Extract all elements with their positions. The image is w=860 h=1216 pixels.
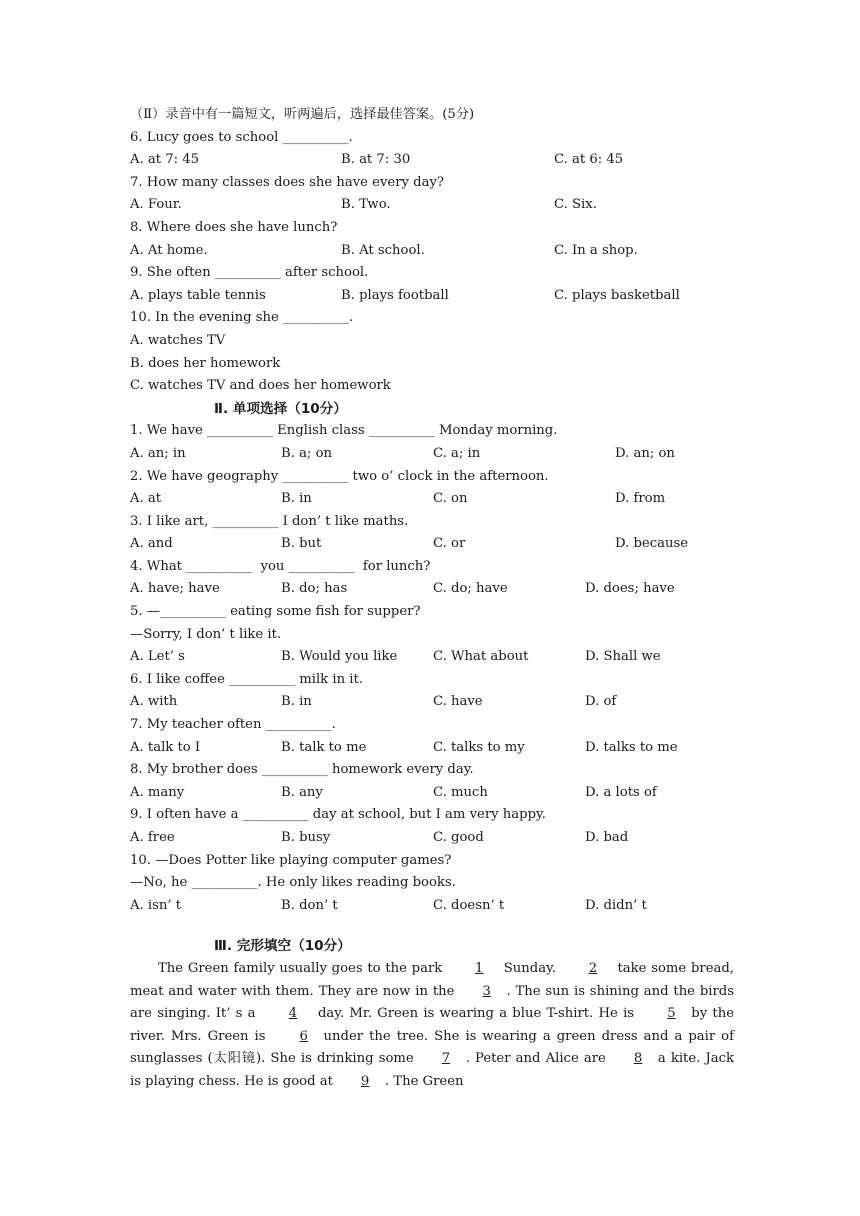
question	[130, 804, 734, 827]
option-b: B. Would you like	[281, 649, 398, 665]
question	[130, 850, 734, 873]
options-row	[130, 533, 734, 556]
section-gap	[130, 917, 734, 935]
options-row	[130, 240, 734, 263]
options-row	[130, 578, 734, 601]
single-choice-header	[130, 398, 734, 421]
options-row	[130, 646, 734, 669]
option-c: C. much	[433, 784, 488, 800]
option-d: D. a lots of	[585, 784, 657, 800]
question	[130, 714, 734, 737]
option-d: D. does; have	[585, 581, 675, 597]
option-b: B. don’ t	[281, 897, 338, 913]
option-c: C. do; have	[433, 581, 508, 597]
blank: 6	[299, 1028, 308, 1044]
blank: 9	[360, 1073, 370, 1089]
option-b: B. Two.	[341, 197, 391, 213]
listening-header	[130, 104, 734, 127]
option-line	[130, 375, 734, 398]
passage-text: day. Mr. Green is wearing a blue T-shirt. He is	[312, 1006, 640, 1022]
option-a: A. with	[130, 694, 178, 710]
cloze-passage	[130, 958, 734, 1094]
option-b: B. in	[281, 491, 312, 507]
question	[130, 669, 734, 692]
option-c: C. a; in	[433, 445, 481, 461]
option-line	[130, 353, 734, 376]
blank: 8	[633, 1051, 643, 1067]
option-c: C. Six.	[554, 197, 597, 213]
cloze-header	[130, 935, 734, 958]
blank: 7	[441, 1051, 451, 1067]
question	[130, 262, 734, 285]
option-a: A. at 7: 45	[130, 152, 200, 168]
question-text: 4. What __________ you __________ for lunch?	[130, 558, 431, 574]
question	[130, 511, 734, 534]
exam-page	[130, 104, 734, 1094]
passage-text: a kite. Jack is playing chess. He is good at	[130, 1051, 734, 1089]
option-a: A. Let’ s	[130, 649, 185, 665]
option-c: C. watches TV and does her homework	[130, 378, 391, 394]
option-b: B. but	[281, 536, 322, 552]
option-c: C. In a shop.	[554, 242, 638, 258]
blank: 3	[482, 983, 491, 999]
blank: 5	[667, 1006, 676, 1022]
question-text: 7. My teacher often __________.	[130, 717, 336, 733]
question-text: 10. —Does Potter like playing computer games?	[130, 852, 452, 868]
option-d: D. an; on	[615, 445, 675, 461]
option-d: D. because	[615, 536, 689, 552]
option-d: D. didn’ t	[585, 897, 647, 913]
option-b: B. in	[281, 694, 312, 710]
option-b: B. plays football	[341, 287, 449, 303]
question-text: —No, he __________. He only likes reading books.	[130, 875, 456, 891]
option-a: A. isn’ t	[130, 897, 182, 913]
option-d: D. bad	[585, 830, 629, 845]
question	[130, 127, 734, 150]
question	[130, 217, 734, 240]
question-text: —Sorry, I don’ t like it.	[130, 626, 282, 642]
question	[130, 759, 734, 782]
option-b: B. at 7: 30	[341, 152, 411, 168]
question	[130, 601, 734, 624]
option-b: B. busy	[281, 830, 331, 845]
option-c: C. or	[433, 536, 466, 552]
options-row	[130, 895, 734, 918]
option-c: C. have	[433, 694, 483, 710]
options-row	[130, 285, 734, 308]
question-text: 3. I like art, __________ I don’ t like maths.	[130, 513, 409, 529]
section-title: Ⅱ. 单项选择（10分）	[214, 400, 347, 417]
passage-text: The Green family usually goes to the park	[158, 960, 448, 976]
blank: 2	[588, 960, 598, 976]
passage-text: Sunday.	[499, 960, 561, 976]
option-a: A. at	[130, 491, 162, 507]
options-row	[130, 691, 734, 714]
question-text: 10. In the evening she __________.	[130, 310, 354, 326]
passage-text: under the tree. She is wearing a green dress and a pair of sunglasses (太阳镜). She is drinking some	[130, 1028, 734, 1067]
options-row	[130, 443, 734, 466]
options-row	[130, 782, 734, 805]
passage-text: take some bread, meat and water with them. They are now in the	[130, 960, 735, 999]
option-a: A. watches TV	[130, 332, 226, 348]
question-text: 9. I often have a __________ day at school, but I am very happy.	[130, 807, 546, 823]
blank: 1	[475, 960, 484, 976]
option-b: B. do; has	[281, 581, 348, 597]
option-a: A. many	[130, 784, 185, 800]
option-a: A. free	[130, 830, 175, 845]
option-line	[130, 330, 734, 353]
option-a: A. At home.	[130, 242, 208, 258]
option-a: A. talk to I	[130, 739, 201, 755]
question	[130, 420, 734, 443]
option-c: C. talks to my	[433, 739, 525, 755]
option-c: C. doesn’ t	[433, 897, 505, 913]
option-d: D. from	[615, 491, 666, 507]
question-text: 8. My brother does __________ homework every day.	[130, 762, 474, 778]
section-title: Ⅲ. 完形填空（10分）	[214, 938, 351, 955]
option-a: A. have; have	[130, 581, 220, 597]
question-text: 7. How many classes does she have every day?	[130, 174, 444, 190]
options-row	[130, 737, 734, 760]
question	[130, 466, 734, 489]
options-row	[130, 827, 734, 850]
question-line-2	[130, 872, 734, 895]
option-b: B. talk to me	[281, 739, 367, 755]
option-c: C. good	[433, 830, 484, 845]
option-d: D. of	[585, 694, 617, 710]
passage-text: by the river. Mrs. Green is	[130, 1006, 735, 1044]
options-row	[130, 149, 734, 172]
option-b: B. does her homework	[130, 355, 281, 371]
passage-text: . Peter and Alice are	[465, 1051, 606, 1067]
option-c: C. on	[433, 491, 468, 507]
question-text: 2. We have geography __________ two o’ clock in the afternoon.	[130, 468, 549, 484]
option-a: A. Four.	[130, 197, 182, 213]
question-line-2	[130, 624, 734, 647]
option-c: C. at 6: 45	[554, 152, 624, 168]
options-row	[130, 488, 734, 511]
passage-text: . The sun is shining and the birds are singing. It’ s a	[130, 983, 734, 1022]
option-c: C. What about	[433, 649, 529, 665]
question-text: 8. Where does she have lunch?	[130, 219, 338, 235]
question-text: 6. I like coffee __________ milk in it.	[130, 671, 363, 687]
question-text: 1. We have __________ English class __________ Monday morning.	[130, 423, 558, 439]
question-text: 9. She often __________ after school.	[130, 265, 369, 281]
option-d: D. talks to me	[585, 739, 678, 755]
section-title: （Ⅱ）录音中有一篇短文，听两遍后，选择最佳答案。(5分)	[130, 107, 475, 122]
option-d: D. Shall we	[585, 649, 661, 665]
options-row	[130, 194, 734, 217]
question	[130, 556, 734, 579]
question	[130, 307, 734, 330]
option-a: A. an; in	[130, 445, 186, 461]
question	[130, 172, 734, 195]
option-a: A. and	[130, 536, 173, 552]
passage-text: . The Green	[384, 1073, 464, 1089]
option-b: B. a; on	[281, 445, 333, 461]
blank: 4	[288, 1006, 298, 1022]
option-a: A. plays table tennis	[130, 287, 266, 303]
option-b: B. At school.	[341, 242, 425, 258]
question-text: 6. Lucy goes to school __________.	[130, 129, 353, 145]
option-b: B. any	[281, 784, 323, 800]
question-text: 5. —__________ eating some fish for supper?	[130, 604, 421, 620]
option-c: C. plays basketball	[554, 287, 680, 303]
